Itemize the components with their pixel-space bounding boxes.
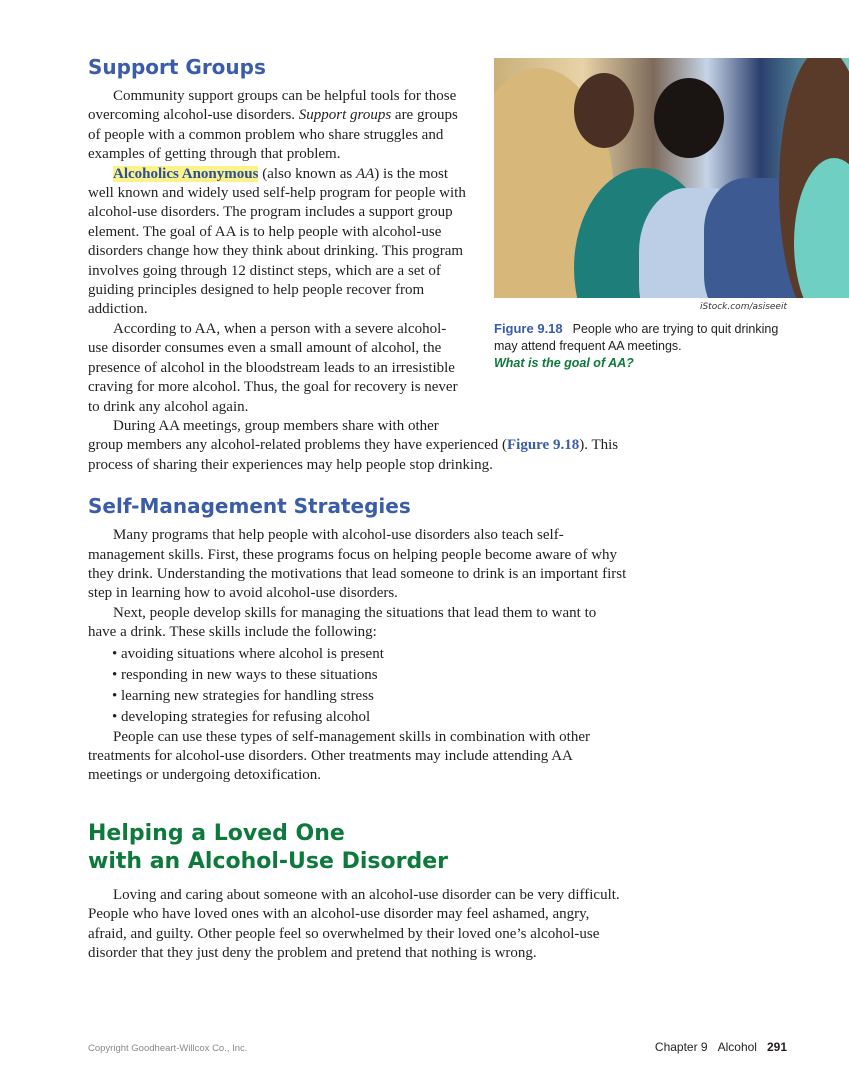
list-item: • learning new strategies for handling stress [112, 686, 628, 707]
paragraph: Community support groups can be helpful tools for those overcoming alcohol-use disorders. Support groups are groups of people with a common problem who share struggles and examples of getting through that problem. [88, 88, 458, 163]
heading-support-groups: Support Groups [88, 55, 266, 79]
paragraph: Loving and caring about someone with an alcohol-use disorder can be very difficult. People who have loved ones with an alcohol-use disorder may feel ashamed, angry, afraid, and guilty. Other people feel so overwhelmed by their loved one’s alcohol-use disorder that they just deny the problem and pretend that nothing is wrong. [88, 886, 620, 961]
heading-self-management: Self-Management Strategies [88, 494, 411, 519]
chapter-number: Chapter 9 [654, 1040, 708, 1054]
list-item: • avoiding situations where alcohol is present [112, 644, 628, 665]
paragraph: According to AA, when a person with a severe alcohol-use disorder consumes even a small amount of alcohol, the presence of alcohol in the bloodstream leads to an irresistible craving for more alcohol. Thus, the goal for recovery is never to drink any alcohol again. [88, 320, 458, 415]
paragraph: Alcoholics Anonymous (also known as AA) is the most well known and widely used self-help program for people with alcohol-use disorders. The program includes a support group element. The goal of AA is to help people with alcohol-use disorders change how they think about drinking. This program involves going through 12 distinct steps, which are a set of guiding principles designed to help people recover from addiction. [88, 165, 466, 318]
paragraph: During AA meetings, group members share with other group members any alcohol-related problems they have experienced (Figure 9.18). This process of sharing their experiences may help people stop drinking. [88, 417, 619, 473]
figure-question: What is the goal of AA? [494, 356, 634, 370]
paragraph: Many programs that help people with alcohol-use disorders also teach self-management skills. First, these programs focus on helping people become aware of why they drink. Understanding the motivations that lead someone to drink is an important first step in learning how to avoid alcohol-use disorders. [88, 527, 627, 602]
chapter-title: Alcohol [717, 1040, 757, 1054]
list-item: • developing strategies for refusing alcohol [112, 707, 628, 728]
page-footer [645, 1040, 787, 1054]
copyright: Copyright Goodheart-Willcox Co., Inc. [88, 1043, 248, 1054]
term-support-groups: Support groups [298, 107, 392, 124]
figure-label: Figure 9.18 [494, 321, 563, 336]
figure-caption: Figure 9.18 People who are trying to quit drinking may attend frequent AA meetings. What is the goal of AA? [494, 320, 794, 372]
page-number: 291 [766, 1040, 787, 1054]
key-term-alcoholics-anonymous: Alcoholics Anonymous [113, 165, 259, 182]
list-item: • responding in new ways to these situations [112, 665, 628, 686]
heading-helping-loved-one: Helping a Loved One with an Alcohol-Use Disorder [88, 820, 448, 874]
skills-list [88, 644, 628, 728]
figure-reference-link[interactable]: Figure 9.18 [507, 437, 580, 454]
paragraph: Next, people develop skills for managing the situations that lead them to want to have a drink. These skills include the following: [88, 604, 597, 641]
figure-photo-support-group [494, 58, 849, 298]
photo-credit: iStock.com/asiseeit [699, 302, 787, 312]
paragraph: People can use these types of self-management skills in combination with other treatments for alcohol-use disorders. Other treatments may include attending AA meetings or undergoing detoxification. [88, 728, 590, 784]
